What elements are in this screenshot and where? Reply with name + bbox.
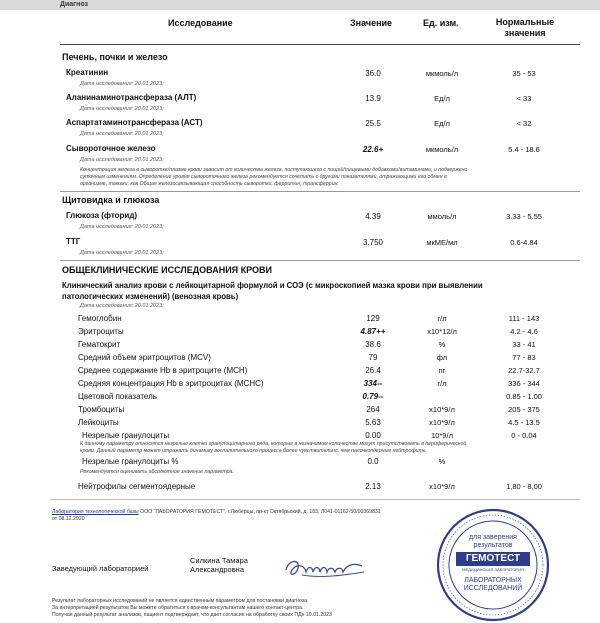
test-value: 4.39 <box>365 212 381 221</box>
test-value: 25.5 <box>365 119 381 128</box>
lab-link[interactable]: Лаборатория технологической базы <box>52 509 139 515</box>
cbc-name: Цветовой показатель <box>78 392 157 401</box>
cbc-name: Тромбоциты <box>78 405 125 414</box>
iron-note-line-1: Концентрация железа в сыворотке/плазме крови зависит от количества железа, поступающего с пищей/пищевыми добавками/витаминами, и подвержено <box>80 167 468 173</box>
test-unit: мкмоль/л <box>425 145 459 154</box>
cbc-name: Лейкоциты <box>78 418 119 427</box>
signature-image <box>280 552 370 584</box>
cbc-norm: 33 - 41 <box>512 340 536 349</box>
cbc-norm: 0 - 0.04 <box>511 431 537 440</box>
cbc-unit: пг <box>438 366 446 375</box>
cbc-norm: 4.5 - 13.5 <box>508 418 540 427</box>
lab-address: ООО "ЛАБОРАТОРИЯ ГЕМОТЕСТ", г.Люберцы, пр-кт Октябрьский, д. 183, Л041-01162-50/00369831 <box>138 509 381 515</box>
test-unit: мкМЕ/мл <box>426 238 458 247</box>
disclaimer-line-2: За интерпретацией результатов Вы можете обратиться к врачам-консультантам нашего контакт-центра. <box>52 605 304 611</box>
test-value: 3.750 <box>362 238 384 247</box>
section-title-thyroid: Щитовидка и глюкоза <box>62 195 160 205</box>
cbc-name: Гемоглобин <box>78 314 122 323</box>
test-name: Креатинин <box>66 68 109 77</box>
cbc-value: 79 <box>368 353 378 362</box>
test-name: Аланинаминотрансфераза (АЛТ) <box>66 93 197 102</box>
test-name: ТТГ <box>66 237 81 246</box>
section-divider <box>60 260 580 261</box>
top-bar <box>0 0 600 10</box>
test-norm: < 32 <box>516 119 532 128</box>
cbc-value: 4.87++ <box>360 327 386 336</box>
test-unit: ммоль/л <box>427 212 457 221</box>
cbc-unit: г/л <box>437 314 447 323</box>
cbc-value: 0.79-- <box>362 392 384 401</box>
cbc-name: Эритроциты <box>78 327 124 336</box>
test-norm: < 33 <box>516 94 532 103</box>
section-title-general: ОБЩЕКЛИНИЧЕСКИЕ ИССЛЕДОВАНИЯ КРОВИ <box>62 265 272 275</box>
test-norm: 5.4 - 18.6 <box>508 145 540 154</box>
col-header-test: Исследование <box>168 18 233 28</box>
cbc-unit: фл <box>436 353 448 362</box>
cbc-unit: г/л <box>437 379 447 388</box>
test-date: Дата исследования: 20.01.2023; <box>80 106 164 112</box>
disclaimer-line-1: Результат лабораторных исследований не является единственным параметром для постановки диагноза. <box>52 598 309 604</box>
col-header-norm-1: Нормальные <box>495 17 555 27</box>
test-value: 22.6+ <box>362 145 384 154</box>
granulocyte-note-line-1: К данному параметру относятся незрелые клетки гранулоцитарного ряда, которые в незначимом количестве могут присутствовать в периферической <box>80 441 467 447</box>
cbc-name: Средний объем эритроцитов (MCV) <box>78 353 211 362</box>
cbc-value: 38.6 <box>365 340 381 349</box>
cbc-norm: 336 - 344 <box>508 379 540 388</box>
test-value: 13.9 <box>365 94 381 103</box>
cbc-norm: 0.85 - 1.00 <box>506 392 542 401</box>
granulocyte-pct-note: Рекомендуется оценивать абсолютное значение параметра. <box>80 469 234 475</box>
test-norm: 0.6-4.84 <box>510 238 538 247</box>
test-unit: мкмоль/л <box>425 69 459 78</box>
cbc-norm: 111 - 143 <box>508 314 540 323</box>
cbc-norm: 77 - 83 <box>512 353 536 362</box>
diagnosis-label: Диагноз <box>60 1 88 8</box>
cbc-norm: 22.7-32.7 <box>508 366 540 375</box>
test-name: Аспартатаминотрансфераза (АСТ) <box>66 118 203 127</box>
section-divider <box>60 191 580 192</box>
stamp-subtitle: МЕДИЦИНСКАЯ ЛАБОРАТОРИЯ <box>462 567 524 572</box>
cbc-value: 5.63 <box>365 418 381 427</box>
cbc-value: 2.13 <box>365 482 381 491</box>
cbc-name: Гематокрит <box>78 340 121 349</box>
test-norm: 35 - 53 <box>512 69 536 78</box>
lab-license-date: от 08.12.2020 <box>52 516 85 522</box>
test-unit: Ед/л <box>434 119 450 128</box>
header-divider <box>60 44 580 45</box>
head-of-lab-label: Заведующий лабораторией <box>52 564 149 573</box>
cbc-name: Незрелые гранулоциты % <box>82 457 179 466</box>
lab-stamp <box>434 508 552 623</box>
cbc-value: 26.4 <box>365 366 381 375</box>
cbc-norm: 1,80 - 8,00 <box>506 482 542 491</box>
cbc-unit: x10*9/л <box>429 482 455 491</box>
cbc-title-line-1: Клинический анализ крови с лейкоцитарной формулой и СОЭ (с микроскопией мазка крови при выявлении <box>62 281 483 290</box>
cbc-unit: x10*12/л <box>427 327 457 336</box>
cbc-norm: 4.2 - 4.6 <box>510 327 538 336</box>
cbc-name: Среднее содержание Hb в эритроците (MCH) <box>78 366 248 375</box>
stamp-brand: ГЕМОТЕСТ <box>465 553 521 564</box>
cbc-name: Нейтрофилы сегментоядерные <box>78 482 196 491</box>
stamp-line-1: для заверения <box>469 534 517 541</box>
cbc-value: 0.0 <box>367 457 379 466</box>
cbc-value: 334-- <box>363 379 383 388</box>
test-date: Дата исследования: 20.01.2023; <box>80 131 164 137</box>
test-name: Сывороточное железо <box>66 144 156 153</box>
stamp-line-2: результатов <box>473 542 513 549</box>
cbc-norm: 205 - 375 <box>508 405 540 414</box>
cbc-unit: % <box>438 340 446 349</box>
test-date: Дата исследования: 20.01.2023; <box>80 157 164 163</box>
lab-info <box>52 509 381 515</box>
cbc-unit: x10*9/л <box>429 405 455 414</box>
test-value: 36.0 <box>365 69 381 78</box>
test-norm: 3.33 - 5.55 <box>506 212 542 221</box>
cbc-title-line-2: патологических изменений) (венозная кровь) <box>62 292 239 301</box>
test-name: Глюкоза (фторид) <box>66 211 138 220</box>
section-title-liver: Печень, почки и железо <box>62 52 168 62</box>
granulocyte-note-line-2: крови. Данный параметр может отражать динамику воспалительного процесса более чувствительно, чем палочкоядерные нейтрофилы. <box>80 448 427 454</box>
col-header-norm-2: значения <box>504 28 546 38</box>
cbc-name: Средняя концентрация Hb в эритроцитах (MCHC) <box>78 379 264 388</box>
iron-note-line-2: суточным изменениям. Определение уровня сывороточного железа рекомендуется сочетать с другими показателями, отражающими его обмен в <box>80 174 447 180</box>
cbc-value: 129 <box>366 314 380 323</box>
cbc-unit: % <box>438 457 446 466</box>
head-of-lab-name-2: Александровна <box>190 565 244 574</box>
head-of-lab-name-1: Силкина Тамара <box>190 556 248 565</box>
cbc-name: Незрелые гранулоциты <box>82 431 170 440</box>
col-header-unit: Ед. изм. <box>423 18 459 28</box>
stamp-line-3: ЛАБОРАТОРНЫХ <box>464 577 522 584</box>
stamp-line-4: ИССЛЕДОВАНИЙ <box>463 585 523 592</box>
cbc-date: Дата исследования: 20.01.2023; <box>80 303 164 309</box>
cbc-value: 0.00 <box>365 431 381 440</box>
test-unit: Ед/л <box>434 94 450 103</box>
cbc-unit: x10*9/л <box>429 418 455 427</box>
cbc-value: 264 <box>366 405 380 414</box>
test-date: Дата исследования: 20.01.2023; <box>80 250 164 256</box>
disclaimer-line-3: Получая данный результат анализов, пациент подтверждает, что дает согласие на обработку своих ПДн 19.01.2023 <box>52 612 332 618</box>
iron-note-line-3: организме, такими, как Общая железосвязывающая способность сыворотки, ферритин, трансферрин. <box>80 181 339 187</box>
cbc-unit: 10*9/л <box>431 431 453 440</box>
test-date: Дата исследования: 20.01.2023; <box>80 224 164 230</box>
col-header-value: Значение <box>350 18 393 28</box>
footer-divider <box>50 499 580 500</box>
test-date: Дата исследования: 20.01.2023; <box>80 81 164 87</box>
